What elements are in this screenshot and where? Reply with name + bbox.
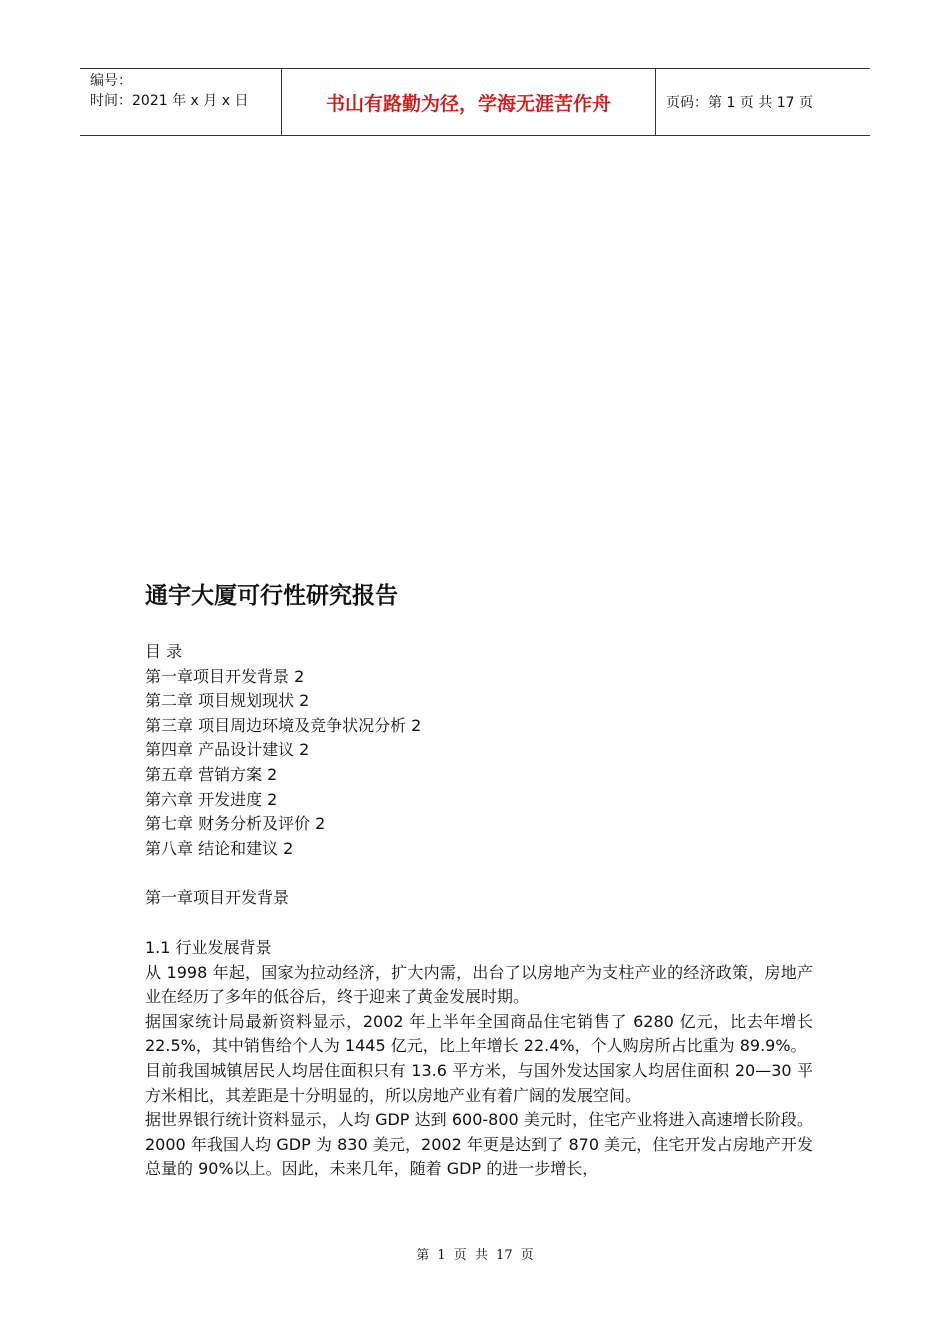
document-body	[145, 578, 825, 1182]
table-of-contents	[145, 665, 825, 862]
body-paragraph: 从 1998 年起，国家为拉动经济，扩大内需，出台了以房地产为支柱产业的经济政策，房地产业在经历了多年的低谷后，终于迎来了黄金发展时期。	[145, 962, 813, 1007]
body-paragraph: 据世界银行统计资料显示，人均 GDP 达到 600-800 美元时，住宅产业将进入高速增长阶段。2000 年我国人均 GDP 为 830 美元，2002 年更是达到了 870 美元，住宅开发占房地产开发总量的 90%以上。因此，未来几年，随着 GDP 的进一步增长，	[145, 1110, 813, 1179]
toc-item: 第一章项目开发背景 2	[145, 666, 305, 686]
toc-item: 第三章 项目周边环境及竞争状况分析 2	[145, 715, 422, 735]
header-page-label: 页码：第 1 页 共 17 页	[666, 95, 813, 111]
toc-item: 第八章 结论和建议 2	[145, 838, 294, 858]
page-header	[80, 68, 870, 136]
document-title: 通宇大厦可行性研究报告	[145, 583, 398, 609]
toc-item: 第五章 营销方案 2	[145, 764, 278, 784]
body-paragraph: 据国家统计局最新资料显示，2002 年上半年全国商品住宅销售了 6280 亿元，比去年增长 22.5%，其中销售给个人为 1445 亿元，比上年增长 22.4%，个人购房所占比重为 89.9%。	[145, 1011, 813, 1056]
header-motto: 书山有路勤为径，学海无涯苦作舟	[282, 69, 656, 135]
section-heading: 1.1 行业发展背景	[145, 937, 272, 957]
chapter-heading: 第一章项目开发背景	[145, 888, 290, 908]
toc-item: 第二章 项目规划现状 2	[145, 691, 310, 711]
page-footer: 第 1 页 共 17 页	[416, 1248, 534, 1263]
toc-item: 第七章 财务分析及评价 2	[145, 814, 326, 834]
body-paragraph: 目前我国城镇居民人均居住面积只有 13.6 平方米，与国外发达国家人均居住面积 20—30 平方米相比，其差距是十分明显的，所以房地产业有着广阔的发展空间。	[145, 1060, 813, 1105]
header-meta	[80, 69, 282, 135]
toc-item: 第四章 产品设计建议 2	[145, 740, 310, 760]
document-time-label: 时间：2021 年 x 月 x 日	[90, 93, 249, 109]
toc-heading: 目 录	[145, 642, 183, 661]
document-number-label: 编号：	[90, 73, 132, 89]
toc-item: 第六章 开发进度 2	[145, 789, 278, 809]
